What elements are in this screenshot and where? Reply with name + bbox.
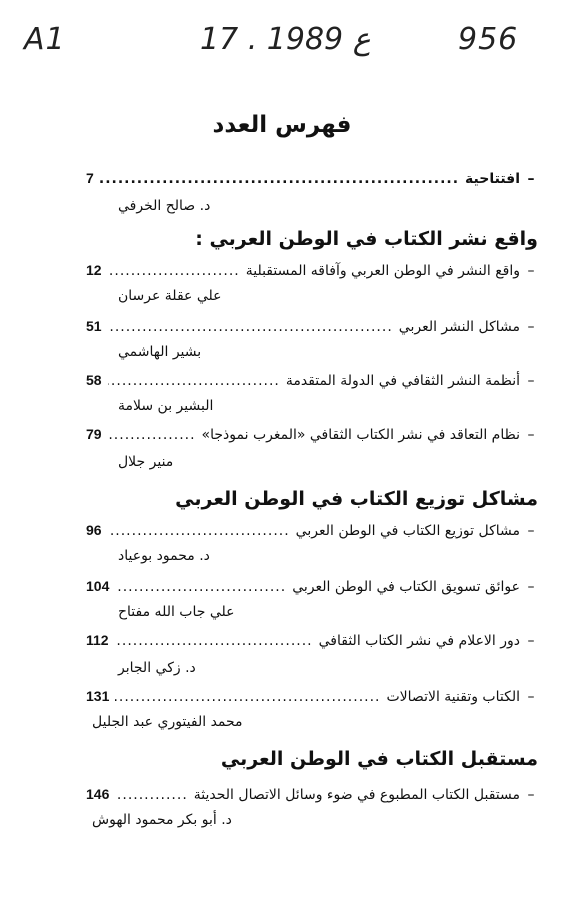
entry-bullet: – [527,263,535,279]
entry-title: مشاكل النشر العربي [398,319,520,335]
entry-bullet: – [527,427,535,443]
leader-dots [108,373,280,389]
entry-bullet: – [527,171,535,187]
page-title: فهرس العدد [212,112,352,138]
leader-dots [115,579,286,595]
leader-dots [108,427,196,443]
toc-entry[interactable] [86,688,542,705]
entry-author: د. زكي الجابر [118,660,196,676]
entry-title: نظام التعاقد في نشر الكتاب الثقافي «المغرب نموذجا» [201,427,520,443]
entry-page: 131 [86,688,110,704]
entry-author: بشير الهاشمي [118,344,202,360]
entry-title: الكتاب وتقنية الاتصالات [386,689,520,705]
entry-page: 112 [86,632,109,648]
entry-title: مستقبل الكتاب المطبوع في ضوء وسائل الاتصال الحديثة [193,787,520,803]
entry-author: البشير بن سلامة [118,398,214,414]
entry-bullet: – [527,787,535,803]
entry-bullet: – [527,523,535,539]
toc-entry[interactable] [86,578,542,595]
entry-bullet: – [527,319,535,335]
entry-bullet: – [527,689,535,705]
entry-page: 51 [86,318,102,334]
leader-dots [108,523,290,539]
entry-title: أنظمة النشر الثقافي في الدولة المتقدمة [285,373,520,389]
handwritten-reference: A1 [24,22,66,57]
toc-entry[interactable] [86,522,542,539]
toc-entry[interactable] [86,632,542,649]
toc-entry-intro[interactable] [86,170,542,187]
section-heading: مشاكل توزيع الكتاب في الوطن العربي [175,488,538,510]
toc-entry[interactable] [86,426,542,443]
toc-entry[interactable] [86,372,542,389]
toc-entry[interactable] [86,786,542,803]
leader-dots [108,263,240,279]
entry-page: 79 [86,426,102,442]
handwritten-date: 17 . ع 1989 [200,22,371,57]
entry-title: دور الاعلام في نشر الكتاب الثقافي [318,633,520,649]
handwritten-number: 956 [458,22,519,57]
entry-author: د. صالح الخرفي [118,198,211,214]
entry-page: 12 [86,262,102,278]
entry-page: 7 [86,170,94,186]
toc-entry[interactable] [86,318,542,335]
entry-page: 58 [86,372,102,388]
leader-dots [115,689,380,705]
toc-entry[interactable] [86,262,542,279]
leader-dots [100,171,459,187]
entry-title: واقع النشر في الوطن العربي وآفاقه المستقبلية [245,263,520,279]
entry-title: افتتاحية [465,171,520,187]
entry-bullet: – [527,579,535,595]
leader-dots [108,319,393,335]
entry-page: 146 [86,786,110,802]
section-heading: واقع نشر الكتاب في الوطن العربي : [195,228,538,250]
entry-author: علي جاب الله مفتاح [118,604,235,620]
entry-bullet: – [527,373,535,389]
section-heading: مستقبل الكتاب في الوطن العربي [220,748,538,770]
leader-dots [115,633,313,649]
entry-title: مشاكل توزيع الكتاب في الوطن العربي [295,523,520,539]
entry-author: منير جلال [118,454,174,470]
entry-author: د. محمود بوعياد [118,548,210,564]
leader-dots [115,787,187,803]
entry-page: 104 [86,578,110,594]
entry-author: علي عقلة عرسان [118,288,222,304]
entry-bullet: – [527,633,535,649]
entry-title: عوائق تسويق الكتاب في الوطن العربي [292,579,520,595]
entry-author: د. أبو بكر محمود الهوش [92,812,232,828]
entry-page: 96 [86,522,102,538]
entry-author: محمد الفيتوري عبد الجليل [92,714,243,730]
